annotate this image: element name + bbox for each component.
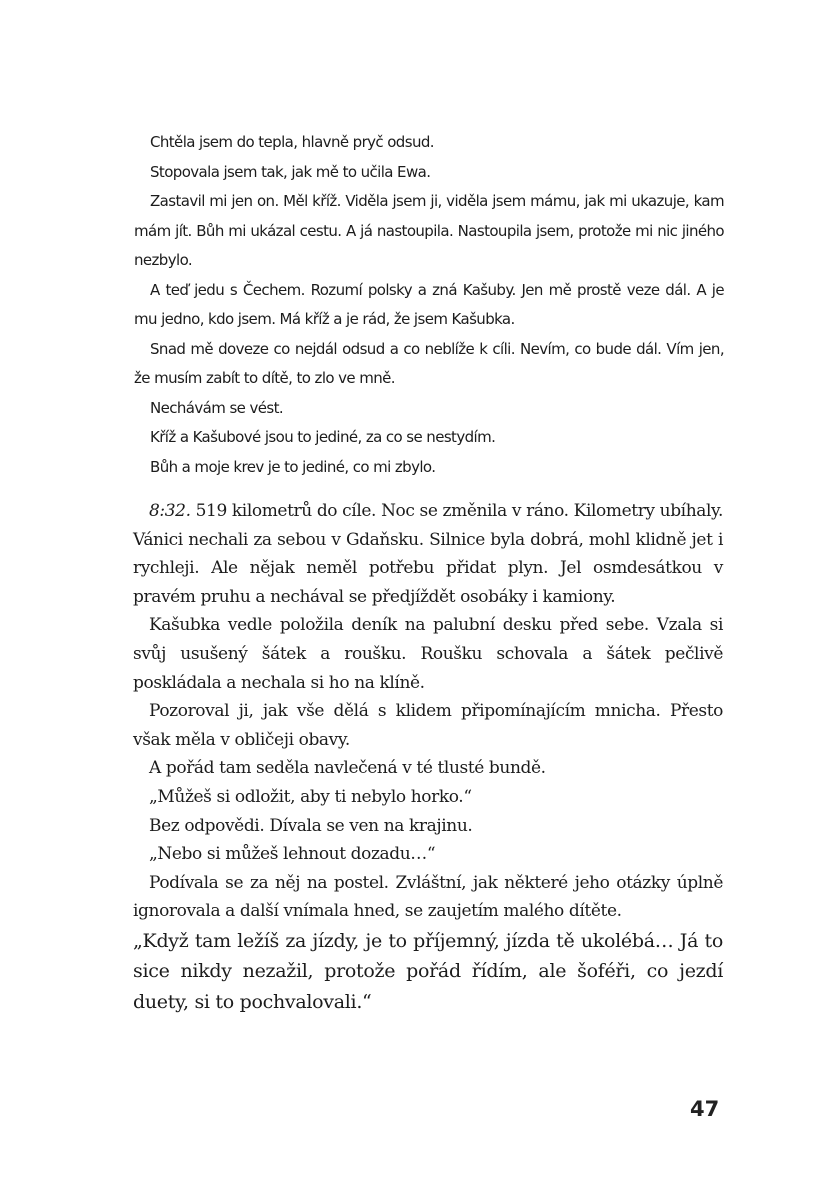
diary-paragraph: Snad mě doveze co nejdál odsud a co neblíže k cíli. Nevím, co bude dál. Vím jen, že musím zabít to dítě, to zlo ve mně. bbox=[134, 339, 724, 387]
narrative-paragraph-text: 519 kilometrů do cíle. Noc se změnila v ráno. Kilometry ubíhaly. Vánici nechali za sebou v Gdaňsku. Silnice byla dobrá, mohl klidně jet i rychleji. Ale nějak neměl potřebu přidat plyn. Jel osmdesátkou v pravém pruhu a nechával se předjíždět osobáky i kamiony. bbox=[133, 501, 723, 607]
narrative-paragraph: „Nebo si můžeš lehnout dozadu…“ bbox=[149, 844, 436, 865]
diary-paragraph: A teď jedu s Čechem. Rozumí polsky a zná Kašuby. Jen mě prostě veze dál. A je mu jedno, kdo jsem. Má kříž a je rád, že jsem Kašubka. bbox=[134, 280, 724, 328]
narrative-paragraph: „Když tam ležíš za jízdy, je to příjemný, jízda tě ukolébá… Já to sice nikdy nezažil, protože pořád řídím, ale šoféři, co jezdí duety, si to pochvalovali.“ bbox=[133, 929, 723, 1013]
diary-paragraph: Nechávám se vést. bbox=[150, 398, 284, 417]
diary-paragraph: Stopovala jsem tak, jak mě to učila Ewa. bbox=[150, 162, 431, 181]
narrative-paragraph: Pozoroval ji, jak vše dělá s klidem připomínajícím mnicha. Přesto však měla v obličeji obavy. bbox=[133, 701, 723, 750]
narrative-paragraph bbox=[133, 497, 723, 611]
page-number: 47 bbox=[690, 1097, 720, 1121]
diary-paragraph: Bůh a moje krev je to jediné, co mi zbylo. bbox=[150, 457, 436, 476]
diary-paragraph: Kříž a Kašubové jsou to jediné, za co se nestydím. bbox=[150, 428, 496, 446]
diary-excerpt bbox=[134, 128, 724, 482]
narrative-paragraph: Bez odpovědi. Dívala se ven na krajinu. bbox=[149, 815, 473, 836]
timestamp: 8:32. bbox=[149, 501, 191, 521]
narrative-text bbox=[133, 497, 723, 1017]
narrative-paragraph: „Můžeš si odložit, aby ti nebylo horko.“ bbox=[149, 786, 472, 807]
narrative-paragraph: Podívala se za něj na postel. Zvláštní, jak některé jeho otázky úplně ignorovala a další vnímala hned, se zaujetím malého dítěte. bbox=[133, 872, 723, 922]
narrative-paragraph: A pořád tam seděla navlečená v té tlusté bundě. bbox=[149, 758, 546, 779]
diary-paragraph: Chtěla jsem do tepla, hlavně pryč odsud. bbox=[150, 133, 434, 151]
diary-paragraph: Zastavil mi jen on. Měl kříž. Viděla jsem ji, viděla jsem mámu, jak mi ukazuje, kam mám jít. Bůh mi ukázal cestu. A já nastoupila. Nastoupila jsem, protože mi nic jiného nezbylo. bbox=[134, 192, 724, 269]
narrative-paragraph: Kašubka vedle položila deník na palubní desku před sebe. Vzala si svůj usušený šátek a roušku. Roušku schovala a šátek pečlivě poskládala a nechala si ho na klíně. bbox=[133, 615, 723, 693]
